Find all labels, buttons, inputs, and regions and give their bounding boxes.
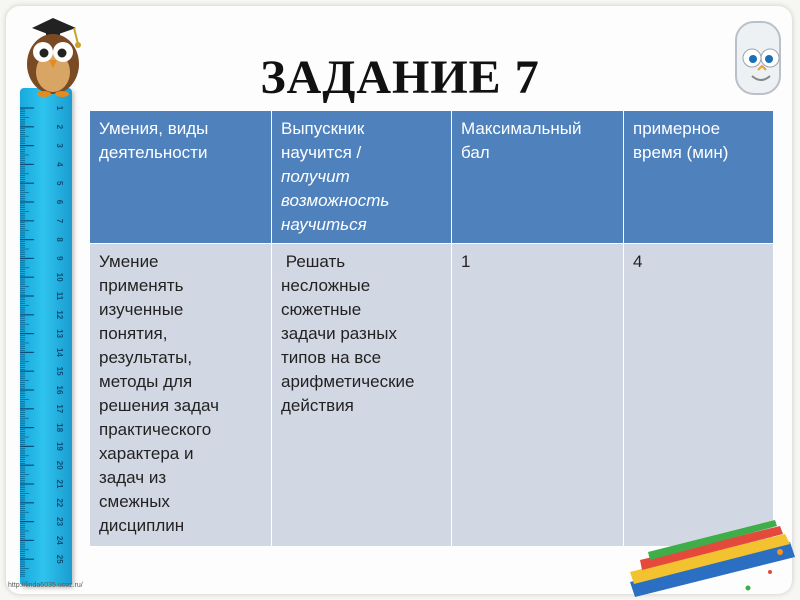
ruler-number: 7	[55, 218, 64, 224]
header-line: Умения, виды	[99, 119, 209, 138]
ruler-number: 5	[55, 180, 64, 186]
ruler-number: 22	[55, 498, 64, 508]
ruler-number: 20	[55, 460, 64, 470]
header-skills	[90, 111, 272, 244]
cell-line: применять	[99, 276, 184, 295]
ruler-number: 8	[55, 237, 64, 242]
ruler-number: 15	[55, 366, 64, 376]
ruler-number: 21	[55, 479, 64, 489]
ruler-decoration	[20, 88, 72, 586]
task-table	[89, 110, 774, 547]
cell-line: смежных	[99, 492, 170, 511]
table-row	[90, 244, 774, 547]
ruler-number: 6	[55, 199, 64, 205]
header-line-italic: получит	[281, 167, 350, 186]
ruler-number: 25	[55, 554, 64, 564]
header-line-italic: научиться	[281, 215, 367, 234]
header-line: бал	[461, 143, 490, 162]
cell-line: изученные	[99, 300, 184, 319]
cell-line: Решать	[281, 252, 346, 271]
footer-url: http://linda6035.ucoz.ru/	[8, 582, 83, 589]
cell-time	[624, 244, 774, 547]
ruler-number: 18	[55, 423, 64, 433]
ruler-number: 19	[55, 441, 64, 451]
header-line: Выпускник	[281, 119, 365, 138]
ruler-number: 4	[55, 162, 64, 167]
ruler-number: 17	[55, 404, 64, 414]
ruler-number: 1	[55, 105, 64, 111]
cell-line: дисциплин	[99, 516, 185, 535]
ruler-number: 9	[55, 256, 64, 261]
header-line: примерное	[633, 119, 721, 138]
header-line: время (мин)	[633, 143, 729, 162]
table-header-row	[90, 111, 774, 244]
cell-line: Умение	[99, 252, 159, 271]
cell-skills	[90, 244, 272, 547]
ruler-number: 2	[55, 124, 64, 130]
cell-max-score	[452, 244, 624, 547]
ruler-number: 11	[55, 291, 64, 301]
header-line: научится /	[281, 143, 362, 162]
ruler-number: 14	[55, 347, 64, 357]
header-time	[624, 111, 774, 244]
ruler-number: 16	[55, 385, 64, 395]
ruler-ticks-icon	[20, 88, 72, 586]
cell-line: несложные	[281, 276, 371, 295]
header-line: Максимальный	[461, 119, 582, 138]
cell-line: практического	[99, 420, 212, 439]
slide-title: ЗАДАНИЕ 7	[260, 51, 540, 104]
cell-line: задачи разных	[281, 324, 397, 343]
cell-line: решения задач	[99, 396, 219, 415]
header-line-italic: возможность	[281, 191, 390, 210]
cell-line: характера и	[99, 444, 194, 463]
ruler-number: 23	[55, 517, 64, 527]
cell-value: 1	[461, 252, 471, 271]
cell-line: сюжетные	[281, 300, 362, 319]
ruler-number: 3	[55, 143, 64, 148]
cell-line: методы для	[99, 372, 193, 391]
cell-line: задач из	[99, 468, 167, 487]
header-line: деятельности	[99, 143, 208, 162]
cell-line: понятия,	[99, 324, 168, 343]
cell-graduate	[272, 244, 452, 547]
cell-value: 4	[633, 252, 643, 271]
cell-line: арифметические	[281, 372, 415, 391]
ruler-number: 24	[55, 535, 64, 545]
header-max-score	[452, 111, 624, 244]
cell-line: действия	[281, 396, 354, 415]
ruler-number: 13	[55, 329, 64, 339]
ruler-number: 12	[55, 310, 64, 320]
cell-line: результаты,	[99, 348, 193, 367]
cell-line: типов на все	[281, 348, 382, 367]
books-decoration-icon	[620, 512, 800, 600]
ruler-number: 10	[55, 272, 64, 282]
header-graduate	[272, 111, 452, 244]
